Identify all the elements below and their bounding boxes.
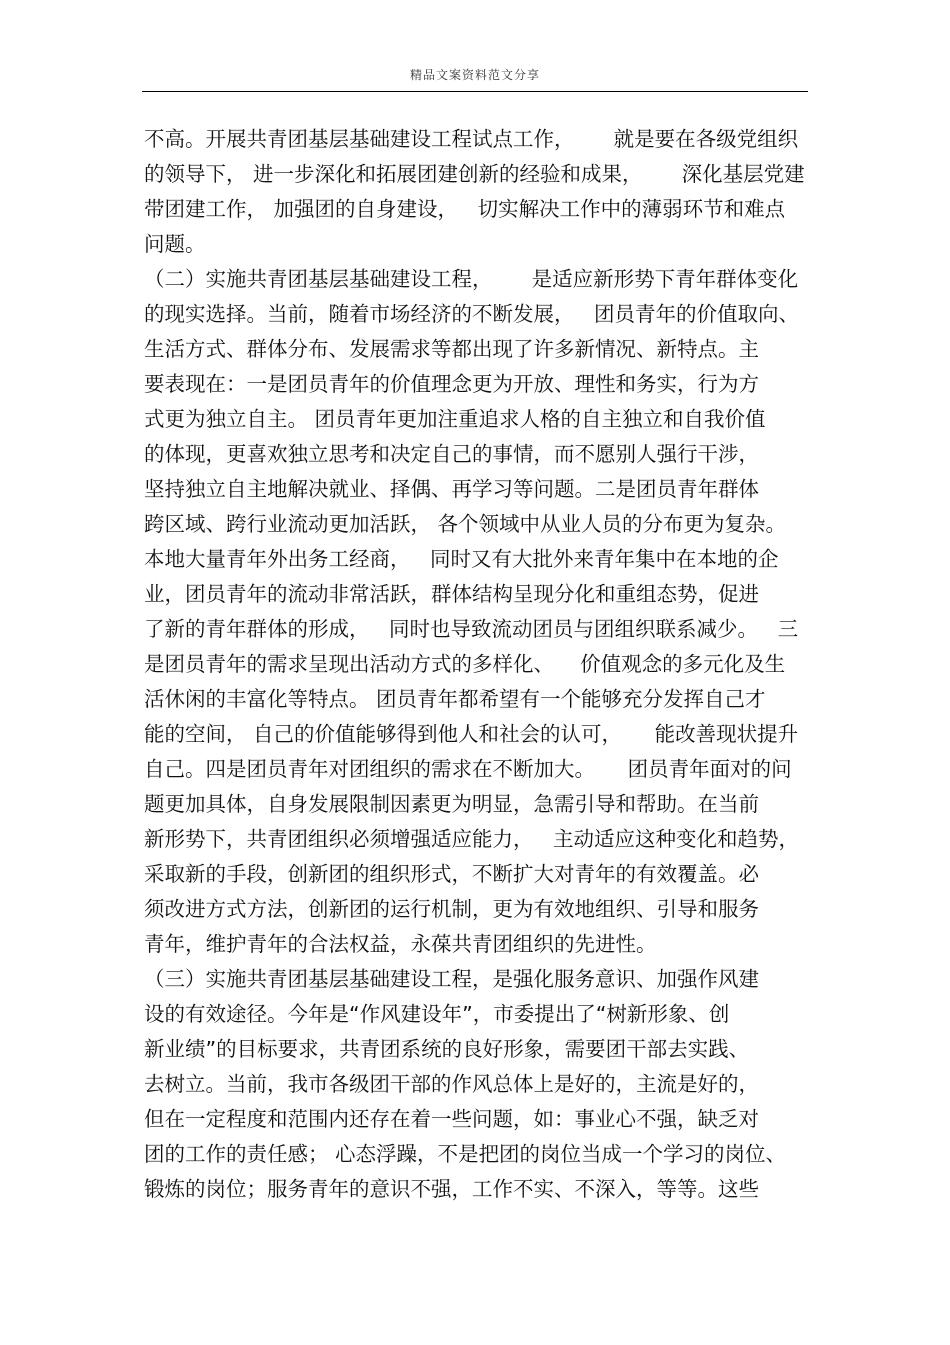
text-line: 须改进方式方法，创新团的运行机制，更为有效地组织、引导和服务: [144, 897, 759, 921]
text-line: 的体现，更喜欢独立思考和决定自己的事情，而不愿别人强行干涉，: [144, 442, 759, 466]
text-line: 设的有效途径。今年是“作风建设年”，市委提出了“树新形象、创: [144, 1002, 730, 1026]
text-line: 式更为独立自主。 团员青年更加注重追求人格的自主独立和自我价值: [144, 407, 766, 431]
text-line: 不高。开展共青团基层基础建设工程试点工作， 就是要在各级党组织: [144, 127, 799, 151]
text-line: 自己。四是团员青年对团组织的需求在不断加大。 团员青年面对的问: [144, 757, 792, 781]
text-line: 带团建工作， 加强团的自身建设， 切实解决工作中的薄弱环节和难点: [144, 197, 786, 221]
text-line: 业，团员青年的流动非常活跃，群体结构呈现分化和重组态势，促进: [144, 582, 759, 606]
text-line: 本地大量青年外出务工经商， 同时又有大批外来青年集中在本地的企: [144, 547, 779, 571]
page-header: 精品文案资料范文分享: [409, 68, 540, 82]
text-line: 团的工作的责任感； 心态浮躁，不是把团的岗位当成一个学习的岗位、: [144, 1142, 787, 1166]
text-line: 问题。: [144, 232, 206, 256]
text-line: 的现实选择。当前，随着市场经济的不断发展， 团员青年的价值取向、: [144, 302, 800, 326]
text-line: （二）实施共青团基层基础建设工程， 是适应新形势下青年群体变化: [144, 267, 799, 291]
text-line: 活休闲的丰富化等特点。 团员青年都希望有一个能够充分发挥自己才: [144, 687, 766, 711]
text-line: 题更加具体，自身发展限制因素更为明显，急需引导和帮助。在当前: [144, 792, 759, 816]
text-line: 是团员青年的需求呈现出活动方式的多样化、 价值观念的多元化及生: [144, 652, 786, 676]
text-line: 青年，维护青年的合法权益，永葆共青团组织的先进性。: [144, 932, 657, 956]
text-line: 跨区域、跨行业流动更加活跃， 各个领域中从业人员的分布更为复杂。: [144, 512, 787, 536]
text-line: 坚持独立自主地解决就业、择偶、再学习等问题。二是团员青年群体: [144, 477, 759, 501]
text-line: 去树立。当前，我市各级团干部的作风总体上是好的，主流是好的，: [144, 1072, 759, 1096]
text-line: 了新的青年群体的形成， 同时也导致流动团员与团组织联系减少。 三: [144, 617, 799, 641]
document-body: [144, 122, 806, 1207]
text-line: 但在一定程度和范围内还存在着一些问题，如：事业心不强，缺乏对: [144, 1107, 759, 1131]
text-line: 新业绩”的目标要求，共青团系统的良好形象，需要团干部去实践、: [144, 1037, 750, 1061]
text-line: 新形势下，共青团组织必须增强适应能力， 主动适应这种变化和趋势，: [144, 827, 800, 851]
text-line: 采取新的手段，创新团的组织形式，不断扩大对青年的有效覆盖。必: [144, 862, 759, 886]
text-line: 生活方式、群体分布、发展需求等都出现了许多新情况、新特点。主: [144, 337, 759, 361]
header-divider: [142, 91, 808, 92]
text-line: 能的空间， 自己的价值能够得到他人和社会的认可， 能改善现状提升: [144, 722, 799, 746]
text-line: 的领导下， 进一步深化和拓展团建创新的经验和成果， 深化基层党建: [144, 162, 805, 186]
text-line: 锻炼的岗位；服务青年的意识不强，工作不实、不深入，等等。这些: [144, 1177, 759, 1201]
text-line: （三）实施共青团基层基础建设工程，是强化服务意识、加强作风建: [144, 967, 759, 991]
text-line: 要表现在：一是团员青年的价值理念更为开放、理性和务实，行为方: [144, 372, 759, 396]
